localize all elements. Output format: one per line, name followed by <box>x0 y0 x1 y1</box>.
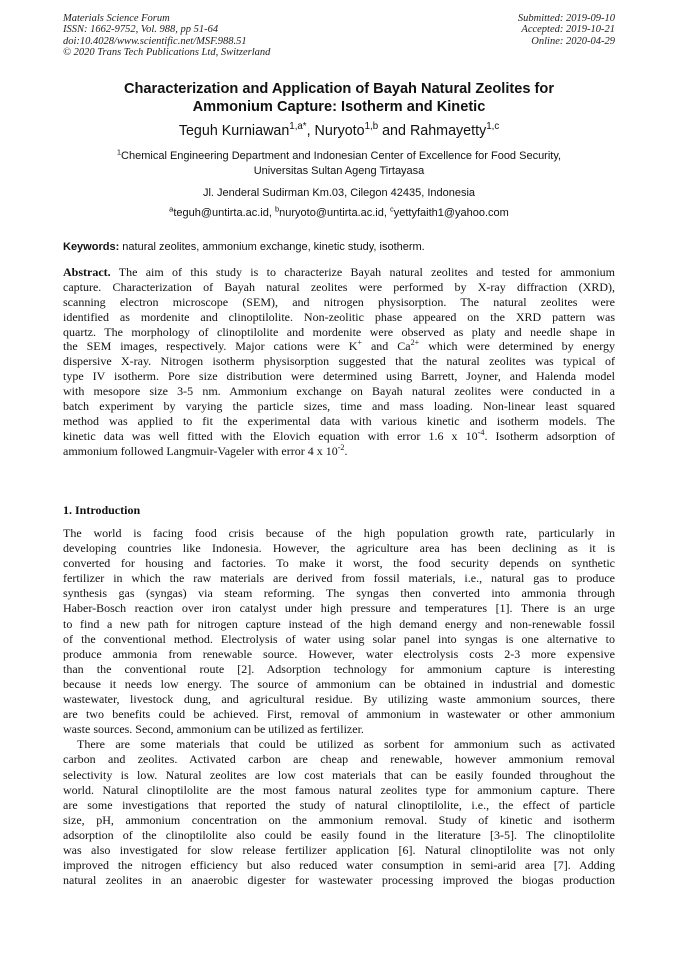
body-line: developing countries like Indonesia. However, the agriculture area has been declining as it is <box>63 541 615 556</box>
abstract-text: . <box>344 443 348 458</box>
keywords-label: Keywords: <box>63 241 120 253</box>
paper-title-line-1: Characterization and Application of Bayah Natural Zeolites for <box>123 81 555 97</box>
publication-dates <box>518 13 615 47</box>
body-line: produce ammonia from renewable source. However, water electrolysis costs 2-3 more expensive <box>63 646 615 661</box>
abstract-line: with mesopore size 3-5 nm. Ammonium exchange on Bayah natural zeolites were conducted in a <box>63 384 615 399</box>
abstract-text: which were determined by energy <box>419 339 615 354</box>
body-line: selectivity is low. Natural zeolites are low cost materials that can be easily founded throughout the <box>63 767 615 782</box>
abstract-line: capture. Characterization of Bayah natural zeolites were performed by X-ray diffraction (XRD), <box>63 279 615 294</box>
abstract-text: and Ca <box>362 339 411 354</box>
journal-copyright: © 2020 Trans Tech Publications Ltd, Switzerland <box>63 46 271 58</box>
abstract-line: batch experiment by varying the particle sizes, time and mass loading. Non-linear least squared <box>63 399 615 414</box>
affiliation-line-1 <box>63 149 615 164</box>
body-line: synthesis gas (syngas) via steam reforming. The syngas then converted into ammonia through <box>63 586 615 601</box>
superscript: -4 <box>477 427 485 437</box>
body-line: waste sources. Second, ammonium can be utilized as fertilizer. <box>63 722 364 737</box>
abstract-text: ammonium followed Langmuir-Vageler with error 4 x 10 <box>63 443 338 458</box>
email-link[interactable]: yettyfaith1@yahoo.com <box>393 207 509 219</box>
author-emails <box>63 206 615 220</box>
body-line: fertilizer in which the raw materials are derived from fossil materials, i.e., natural gas to produce <box>63 571 615 586</box>
abstract-text: . Isotherm adsorption of <box>484 428 615 443</box>
postal-address: Jl. Jenderal Sudirman Km.03, Cilegon 42435, Indonesia <box>202 187 476 199</box>
author-name: Teguh Kurniawan <box>178 123 290 139</box>
journal-issn: ISSN: 1662-9752, Vol. 988, pp 51-64 <box>63 24 219 36</box>
body-line: adsorption of the clinoptilolite also could be easily found in the literature [3-5]. The clinoptilolite <box>63 827 615 842</box>
email-mark: c <box>389 204 394 214</box>
body-line: because it needs low energy. The source of ammonium can be obtained in industrial and domestic <box>63 676 615 691</box>
body-line: wastewater, livestock dung, and agricultural residue. By utilizing waste ammonium sources, there <box>63 692 615 707</box>
author-name: Nuryoto <box>314 123 365 139</box>
affiliation-text: Chemical Engineering Department and Indonesian Center of Excellence for Food Security, <box>121 150 562 162</box>
email-mark: b <box>274 204 280 214</box>
affiliation-mark: 1 <box>116 147 122 157</box>
author-affiliation-mark: 1,a* <box>289 121 307 133</box>
abstract-line <box>63 339 615 354</box>
accepted-date: Accepted: 2019-10-21 <box>521 24 615 36</box>
abstract-line: type IV isotherm. Pore size distribution were determined using Barrett, Joyner, and Halenda model <box>63 369 615 384</box>
superscript: + <box>357 338 363 348</box>
body-line: natural zeolites in an anaerobic digester for wastewater processing improved the biogas production <box>63 873 615 888</box>
abstract-text: The aim of this study is to characterize Bayah natural zeolites and tested for ammonium <box>110 265 615 279</box>
keywords-text: natural zeolites, ammonium exchange, kinetic study, isotherm. <box>119 241 425 253</box>
body-line: of the conventional method. Electrolysis of water using solar panel into syngas is one alternative to <box>63 631 615 646</box>
abstract-line: quartz. The morphology of clinoptilolite and mordenite were observed as platy and needle shape in <box>63 324 615 339</box>
author-name: Rahmayetty <box>409 123 487 139</box>
journal-doi[interactable]: doi:10.4028/www.scientific.net/MSF.988.51 <box>63 35 247 47</box>
body-line: than the conventional route [2]. Adsorption technology for ammonium capture is interesting <box>63 661 615 676</box>
body-line: are some investigations that reported the study of natural clinoptilolite, i.e., the effect of particle <box>63 797 615 812</box>
introduction-body <box>63 526 615 888</box>
abstract-line <box>63 429 615 444</box>
affiliation <box>63 149 615 178</box>
body-line: There are some materials that could be utilized as sorbent for ammonium such as activated <box>77 737 615 752</box>
email-link[interactable]: teguh@untirta.ac.id, <box>173 207 275 219</box>
body-line: carbon and zeolites. Activated carbon are cheap and renewable, however ammonium removal <box>63 752 615 767</box>
superscript: -2 <box>337 442 345 452</box>
author-affiliation-mark: 1,c <box>486 121 500 133</box>
abstract-line: dispersive X-ray. Nitrogen isotherm physisorption suggested that the natural zeolites was typical of <box>63 354 615 369</box>
journal-header <box>63 13 270 58</box>
body-line: are two benefits could be achieved. First, removal of ammonium in wastewater or other ammonium <box>63 707 615 722</box>
body-line: The world is facing food crisis because of the high population growth rate, particularly in <box>63 526 615 540</box>
abstract-line: identified as mordenite and clinoptilolite. Non-zeolitic phase appeared on the XRD pattern was <box>63 309 615 324</box>
affiliation-line-2: Universitas Sultan Ageng Tirtayasa <box>253 164 425 177</box>
journal-name: Materials Science Forum <box>63 13 170 24</box>
abstract <box>63 265 615 459</box>
abstract-line <box>63 444 615 459</box>
author-list <box>63 122 615 140</box>
submitted-date: Submitted: 2019-09-10 <box>517 13 615 24</box>
superscript: 2+ <box>410 338 420 348</box>
abstract-text: kinetic data was well fitted with the Elovich equation with error 1.6 x 10 <box>63 428 478 443</box>
abstract-line: scanning electron microscope (SEM), and nitrogen physisorption. The natural zeolites were <box>63 294 615 309</box>
abstract-label: Abstract. <box>63 265 111 279</box>
paper-title-line-2: Ammonium Capture: Isotherm and Kinetic <box>192 99 486 115</box>
email-mark: a <box>169 204 174 214</box>
author-separator: , <box>306 123 315 139</box>
body-line: was also investigated for slow release fertilizer application [6]. Natural clinoptilolite was not only <box>63 842 615 857</box>
body-line: improved the nitrogen efficiency but also reduced water consumption in semi-arid area [7]. Adding <box>63 858 615 873</box>
body-line: world. Natural clinoptilolite are the most famous natural zeolites type for ammonium capture. There <box>63 782 615 797</box>
paper-title <box>63 80 615 116</box>
online-date: Online: 2020-04-29 <box>531 35 615 47</box>
body-line: size, pH, ammonium concentration on the ammonium removal. Study of kinetic and isotherm <box>63 812 615 827</box>
keywords <box>63 240 615 254</box>
body-line: to find a new path for nitrogen capture instead of the high demand energy and non-renewable fossil <box>63 616 615 631</box>
email-link[interactable]: nuryoto@untirta.ac.id, <box>279 207 390 219</box>
abstract-text: the SEM images, respectively. Major cations were K <box>63 339 358 354</box>
body-line: Haber-Bosch reaction over iron catalyst under high pressure and temperatures [1]. There is an urge <box>63 601 615 616</box>
abstract-line: method was applied to fit the experimental data with various kinetic and isotherm models. The <box>63 413 615 428</box>
author-affiliation-mark: 1,b <box>364 121 379 133</box>
author-separator: and <box>378 123 410 139</box>
section-heading: 1. Introduction <box>63 503 141 517</box>
abstract-line <box>63 265 615 280</box>
body-line: converted for housing and factories. To make it worst, the food security depends on synthetic <box>63 556 615 571</box>
